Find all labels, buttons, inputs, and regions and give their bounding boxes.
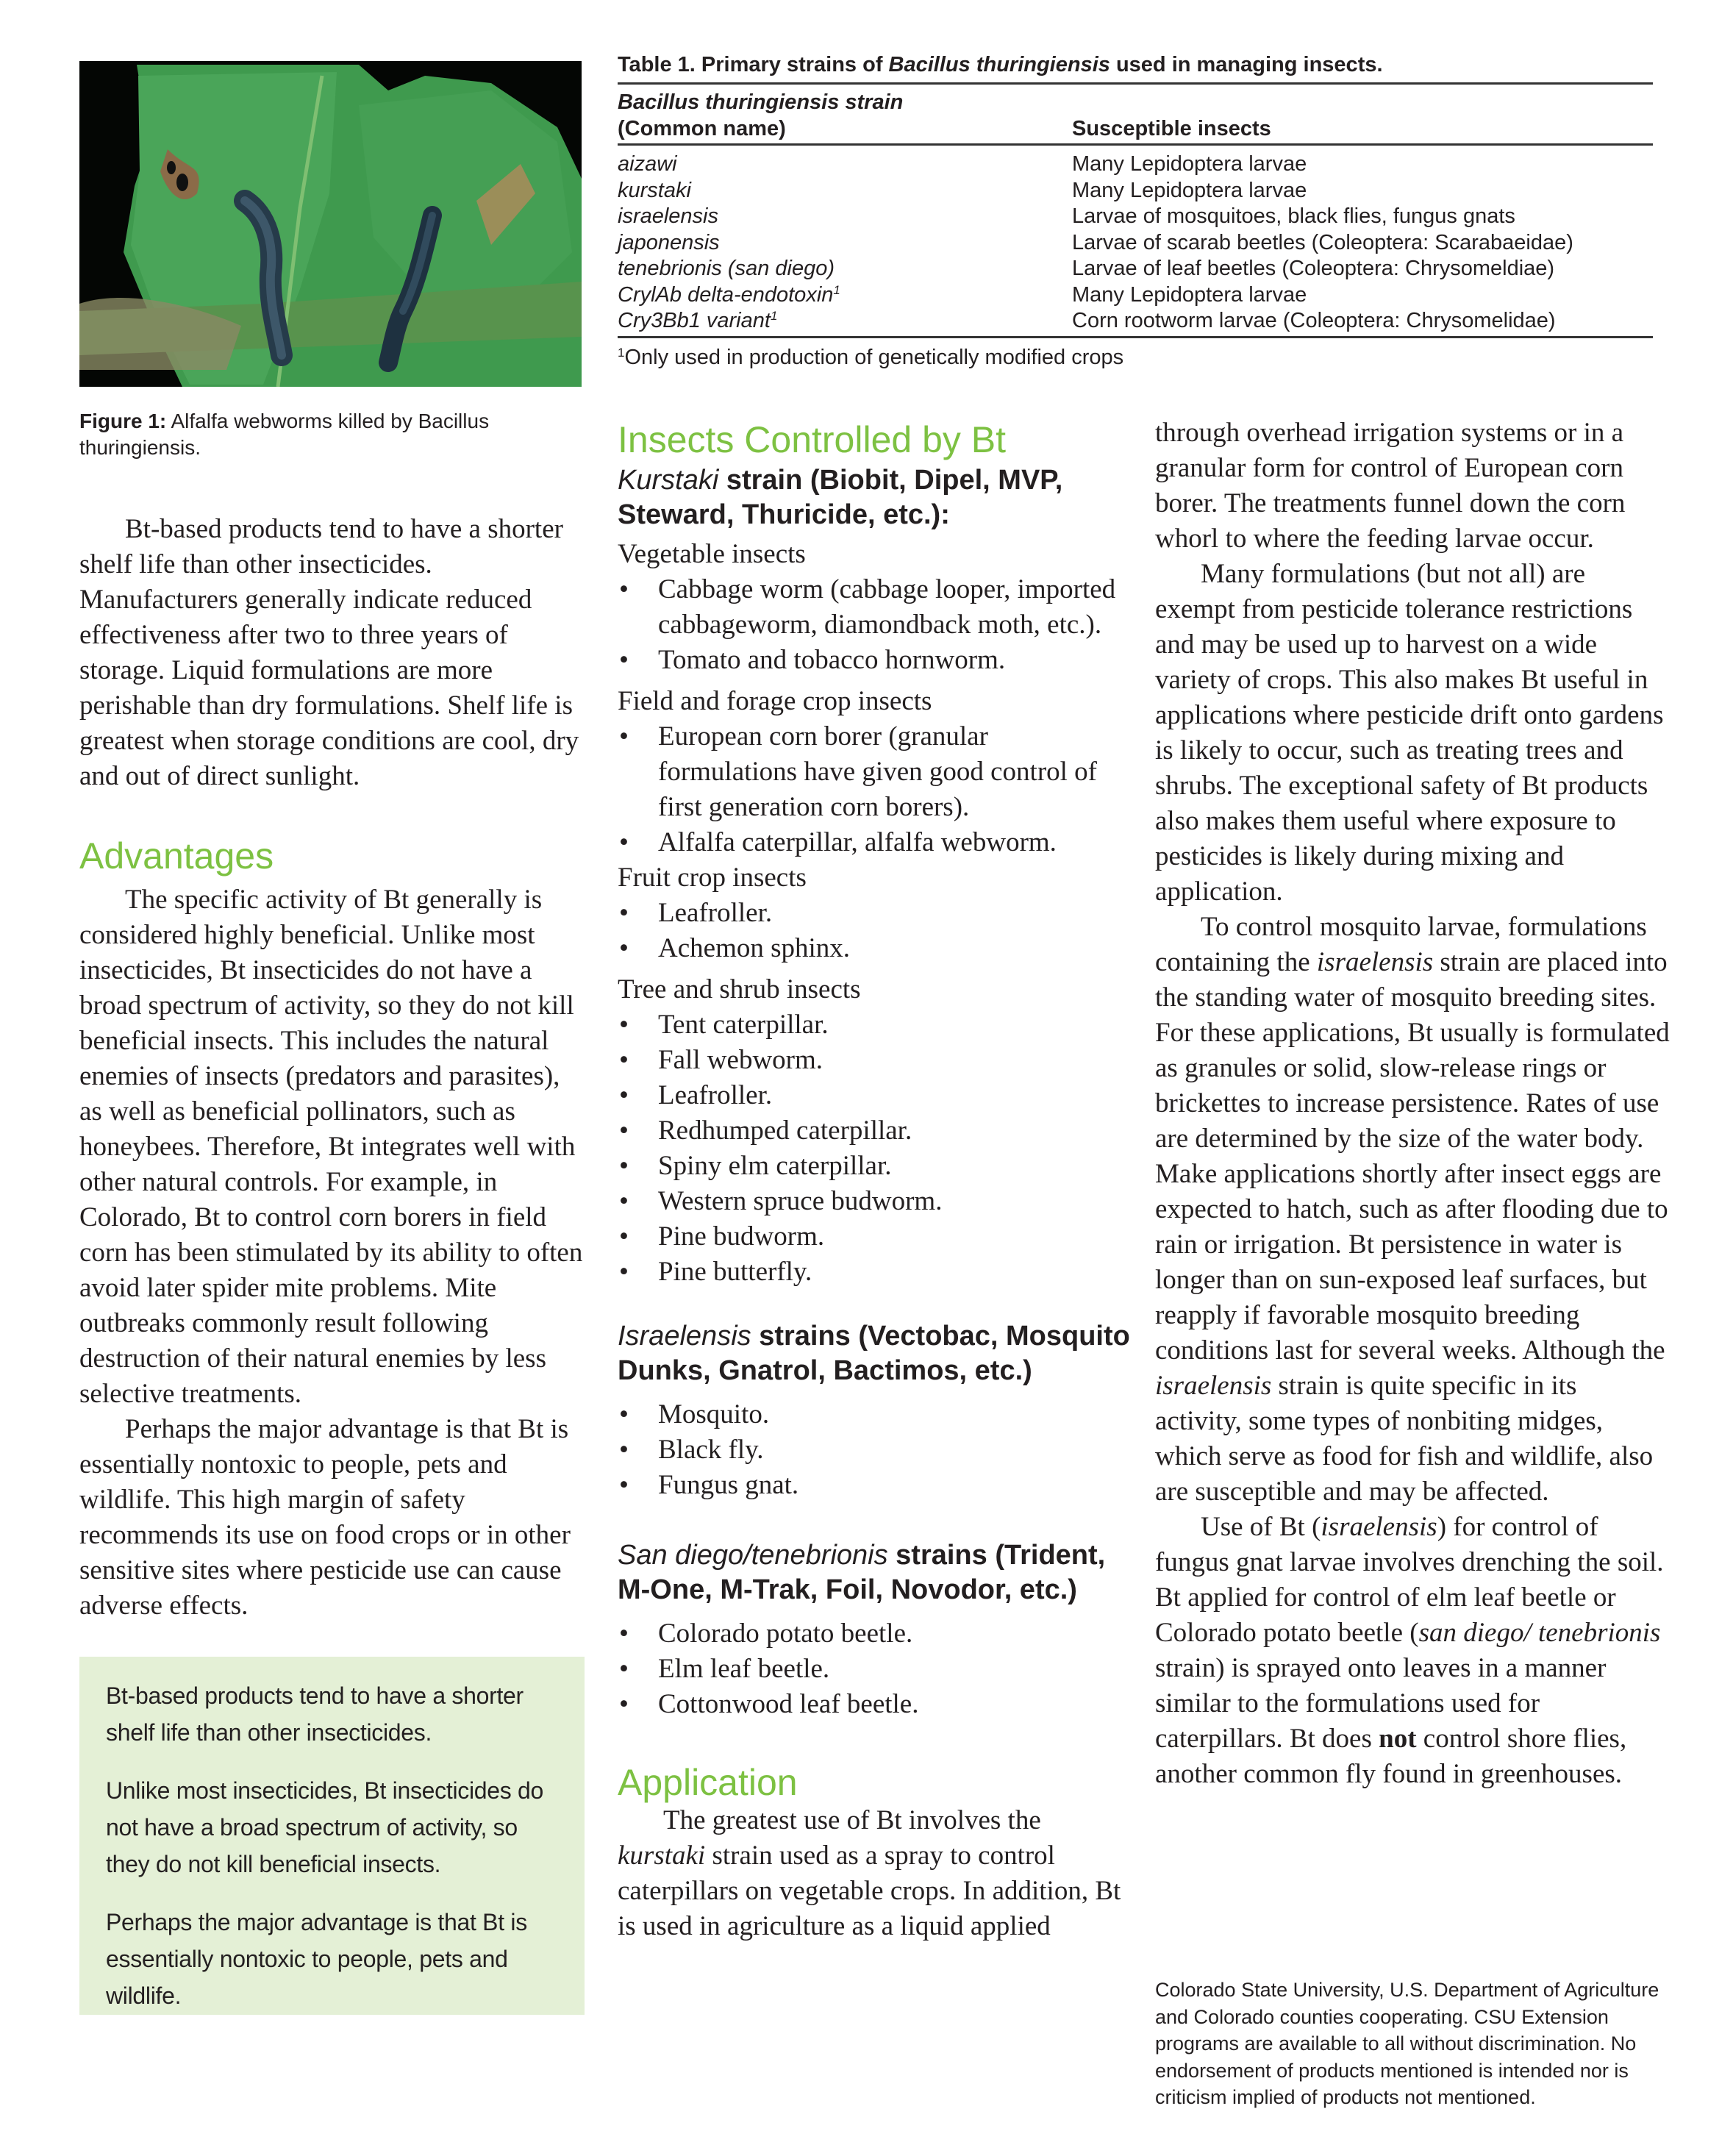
table-row — [618, 178, 1653, 204]
kurstaki-strain-products: strain (Biobit, Dipel, MVP, Steward, Thuricide, etc.): — [618, 465, 1063, 530]
table-footnote — [618, 338, 1653, 371]
advantages-paragraph-1: The specific activity of Bt generally is considered highly beneficial. Unlike most insecticides, Bt insecticides do not have a broad spectrum of activity, so they do not kill beneficial insects. This includes the natural enemies of insects (predators and parasites), as well as beneficial pollinators, such as honeybees. Therefore, Bt integrates well with other natural controls. For example, in Colorado, Bt to control corn borers in field corn has been stimulated by its ability to often avoid later spider mite problems. Mite outbreaks commonly result following destruction of their natural enemies by less selective treatments. — [79, 885, 583, 1409]
israelensis-strain-products: strains (Vectobac, Mosquito Dunks, Gnatrol, Bactimos, etc.) — [618, 1321, 1130, 1386]
insect-list-item — [618, 1652, 1132, 1687]
figure-caption-text: Alfalfa webworms killed by Bacillus thuringiensis. — [79, 410, 490, 459]
advantages-heading: Advantages — [79, 835, 274, 877]
extension-disclaimer: Colorado State University, U.S. Department of Agriculture and Colorado counties cooperating. CSU Extension programs are available to all without discrimination. No endorsement of products mentioned is intended nor is criticism implied of products not mentioned. — [1155, 1979, 1659, 2108]
figure-caption — [79, 408, 587, 461]
bullet-icon: • — [619, 721, 629, 752]
insect-name: Mosquito. — [658, 1399, 770, 1429]
right-column — [1155, 415, 1670, 1792]
bullet-icon: • — [619, 1221, 629, 1252]
strain-cell — [618, 151, 1072, 178]
bullet-icon: • — [619, 1116, 629, 1146]
insect-name: Alfalfa caterpillar, alfalfa webworm. — [658, 827, 1057, 857]
mosquito-text-c: strain is quite specific in its activity, some types of nonbiting midges, which serve as food for fish and wildlife, also are susceptible and may be affected. — [1155, 1371, 1654, 1507]
figure-photo — [79, 61, 582, 387]
insect-group-label: Vegetable insects — [618, 539, 806, 569]
insect-list-item — [618, 931, 1132, 966]
application-text-italic: kurstaki — [618, 1841, 706, 1871]
strain-cell — [618, 230, 1072, 257]
insect-list-item — [618, 1078, 1132, 1113]
bullet-icon: • — [619, 1010, 629, 1040]
bullet-icon: • — [619, 574, 629, 604]
bullet-icon: • — [619, 1618, 629, 1649]
susceptible-insects-cell: Many Lepidoptera larvae — [1072, 152, 1307, 176]
callout-item: Perhaps the major advantage is that Bt is essentially nontoxic to people, pets and wildlife. — [106, 1909, 527, 2009]
webworm-photo-illustration — [79, 61, 582, 387]
susceptible-insects-cell: Many Lepidoptera larvae — [1072, 178, 1307, 202]
insect-group-list — [618, 572, 1132, 678]
susceptible-insects-cell: Larvae of leaf beetles (Coleoptera: Chrysomeldiae) — [1072, 257, 1555, 280]
insect-name: Tomato and tobacco hornworm. — [658, 645, 1006, 675]
insect-name: Elm leaf beetle. — [658, 1654, 830, 1684]
bullet-icon: • — [619, 1257, 629, 1287]
israelensis-insect-list — [618, 1397, 1132, 1503]
insect-group-list — [618, 1007, 1132, 1290]
strain-name: japonensis — [618, 230, 720, 254]
key-points-callout — [79, 1657, 585, 2015]
bullet-icon: • — [619, 1080, 629, 1110]
bullet-icon: • — [619, 1151, 629, 1181]
insect-list-item — [618, 1468, 1132, 1503]
shelf-life-paragraph: Bt-based products tend to have a shorter shelf life than other insecticides. Manufacturers generally indicate reduced effectiveness after two to three years of storage. Liquid formulations are more perishable than dry formulations. Shelf life is greatest when storage conditions are cool, dry and out of direct sunlight. — [79, 514, 579, 791]
table-header-strain-line2: (Common name) — [618, 117, 786, 140]
insect-list-item — [618, 1397, 1132, 1432]
application-continued-paragraph: through overhead irrigation systems or in a granular form for control of European corn borer. The treatments funnel down the corn whorl to where the feeding larvae occur. — [1155, 418, 1626, 554]
insect-name: Spiny elm caterpillar. — [658, 1151, 892, 1181]
table-footnote-text: Only used in production of genetically modified crops — [624, 345, 1124, 369]
insects-controlled-heading: Insects Controlled by Bt — [618, 419, 1007, 460]
table-row — [618, 256, 1653, 282]
left-column — [79, 512, 587, 1624]
insect-name: Achemon sphinx. — [658, 933, 851, 963]
insect-list-item — [618, 825, 1132, 860]
footnote-marker: 1 — [833, 282, 840, 297]
bullet-icon: • — [619, 933, 629, 963]
insect-list-item — [618, 1687, 1132, 1722]
bullet-icon: • — [619, 1470, 629, 1500]
table-title — [618, 51, 1653, 85]
table-row — [618, 308, 1653, 335]
insect-name: Leafroller. — [658, 898, 773, 928]
insect-name: Fall webworm. — [658, 1045, 823, 1075]
insect-name: European corn borer (granular formulations have given good control of first generation corn borers). — [658, 721, 1098, 822]
gnat-text-d: control shore flies, another common fly found in greenhouses. — [1155, 1724, 1627, 1789]
table-title-suffix: used in managing insects. — [1110, 53, 1383, 76]
insect-group-label: Tree and shrub insects — [618, 974, 861, 1004]
insect-list-item — [618, 1616, 1132, 1652]
insect-name: Cabbage worm (cabbage looper, imported cabbageworm, diamondback moth, etc.). — [658, 574, 1116, 640]
table-header-insects-label: Susceptible insects — [1072, 117, 1271, 140]
sandiego-insect-list — [618, 1616, 1132, 1722]
callout-item: Unlike most insecticides, Bt insecticides do not have a broad spectrum of activity, so they do not kill beneficial insects. — [106, 1777, 544, 1877]
gnat-text-c: strain) is sprayed onto leaves in a manner similar to the formulations used for caterpillars. Bt does — [1155, 1653, 1607, 1754]
strain-cell — [618, 282, 1072, 309]
middle-column — [618, 419, 1132, 1944]
footnote-marker: 1 — [770, 309, 778, 323]
insect-name: Black fly. — [658, 1435, 764, 1465]
insect-group-label: Field and forage crop insects — [618, 686, 932, 716]
insect-list-item — [618, 1043, 1132, 1078]
kurstaki-insect-groups — [618, 537, 1132, 1290]
callout-item: Bt-based products tend to have a shorter shelf life than other insecticides. — [106, 1682, 524, 1746]
susceptible-insects-cell: Many Lepidoptera larvae — [1072, 282, 1307, 307]
gnat-text-italic-1: israelensis — [1321, 1512, 1437, 1542]
table-row — [618, 151, 1653, 178]
insect-list-item — [618, 1254, 1132, 1290]
susceptible-insects-cell: Corn rootworm larvae (Coleoptera: Chrysomelidae) — [1072, 309, 1556, 332]
bullet-icon: • — [619, 1689, 629, 1719]
insect-name: Colorado potato beetle. — [658, 1618, 913, 1649]
bullet-icon: • — [619, 827, 629, 857]
insect-name: Tent caterpillar. — [658, 1010, 829, 1040]
strain-name: israelensis — [618, 204, 718, 228]
mosquito-control-paragraph — [1155, 910, 1670, 1510]
insect-name: Pine butterfly. — [658, 1257, 812, 1287]
insect-name: Pine budworm. — [658, 1221, 825, 1252]
susceptible-insects-cell: Larvae of mosquitoes, black flies, fungus gnats — [1072, 204, 1515, 228]
insect-group-list — [618, 719, 1132, 860]
insect-group-list — [618, 896, 1132, 966]
insect-list-item — [618, 1113, 1132, 1149]
bullet-icon: • — [619, 1654, 629, 1684]
table-row — [618, 230, 1653, 257]
bullet-icon: • — [619, 1045, 629, 1075]
gnat-text-bold: not — [1379, 1724, 1417, 1754]
insect-name: Cottonwood leaf beetle. — [658, 1689, 919, 1719]
insect-list-item — [618, 1184, 1132, 1219]
strain-name: CrylAb delta-endotoxin — [618, 282, 834, 307]
table-footnote-mark: 1 — [618, 345, 625, 360]
sandiego-strain-name: San diego/tenebrionis — [618, 1540, 888, 1571]
insect-name: Fungus gnat. — [658, 1470, 799, 1500]
table-row — [618, 282, 1653, 309]
insect-list-item — [618, 1432, 1132, 1468]
application-text-start: The greatest use of Bt involves the — [663, 1805, 1041, 1835]
kurstaki-strain-heading — [618, 463, 1132, 532]
insect-name: Leafroller. — [658, 1080, 773, 1110]
strain-name: kurstaki — [618, 178, 691, 202]
susceptible-insects-cell: Larvae of scarab beetles (Coleoptera: Scarabaeidae) — [1072, 230, 1573, 254]
table-header — [618, 85, 1653, 146]
table-row — [618, 204, 1653, 230]
israelensis-strain-name: Israelensis — [618, 1321, 751, 1352]
insect-list-item — [618, 1219, 1132, 1254]
gnat-text-b: ) for control of fungus gnat larvae involves drenching the soil. Bt applied for control of elm leaf beetle or Colorado potato beetle ( — [1155, 1512, 1664, 1648]
sandiego-strain-heading — [618, 1538, 1132, 1607]
tolerance-exemption-paragraph: Many formulations (but not all) are exempt from pesticide tolerance restrictions and may be used up to harvest on a wide variety of crops. This also makes Bt useful in applications where pesticide drift onto gardens is likely to occur, such as treating trees and shrubs. The exceptional safety of Bt products also makes them useful where exposure to pesticides is likely during mixing and application. — [1155, 559, 1664, 907]
kurstaki-strain-name: Kurstaki — [618, 465, 719, 496]
mosquito-text-a: To control mosquito larvae, formulations containing the — [1155, 912, 1647, 977]
application-heading: Application — [618, 1762, 798, 1803]
insect-list-item — [618, 896, 1132, 931]
table-header-strain — [618, 89, 1072, 142]
strain-cell — [618, 256, 1072, 282]
gnat-text-italic-2: san diego/ tenebrionis — [1418, 1618, 1661, 1648]
strain-cell — [618, 308, 1072, 335]
mosquito-text-italic-2: israelensis — [1155, 1371, 1272, 1401]
application-text-end: strain used as a spray to control caterpillars on vegetable crops. In addition, Bt is used in agriculture as a liquid applied — [618, 1841, 1121, 1941]
bullet-icon: • — [619, 1399, 629, 1429]
table-header-strain-line1: Bacillus thuringiensis strain — [618, 90, 904, 114]
sandiego-strain-products: strains (Trident, M-One, M-Trak, Foil, Novodor, etc.) — [618, 1540, 1106, 1605]
insect-name: Redhumped caterpillar. — [658, 1116, 912, 1146]
insect-name: Western spruce budworm. — [658, 1186, 943, 1216]
table-header-insects — [1072, 89, 1653, 142]
bullet-icon: • — [619, 1186, 629, 1216]
table-title-prefix: Table 1. Primary strains of — [618, 53, 889, 76]
strain-name: aizawi — [618, 152, 677, 176]
insect-list-item — [618, 719, 1132, 825]
insect-list-item — [618, 1149, 1132, 1184]
mosquito-text-b: strain are placed into the standing water of mosquito breeding sites. For these applications, Bt usually is formulated as granules or solid, slow-release rings or brickettes to increase persistence. Rates of use are determined by the size of the water body. Make applications shortly after insect eggs are expected to hatch, such as after flooding due to rain or irrigation. Bt persistence in water is longer than on sun-exposed leaf surfaces, but reapply if favorable mosquito breeding conditions last for several weeks. Although the — [1155, 947, 1670, 1366]
israelensis-strain-heading — [618, 1319, 1132, 1388]
strain-cell — [618, 178, 1072, 204]
table-body — [618, 146, 1653, 338]
advantages-paragraph-2: Perhaps the major advantage is that Bt is essentially nontoxic to people, pets and wildlife. This high margin of safety recommends its use on food crops or in other sensitive sites where pesticide use can cause adverse effects. — [79, 1414, 571, 1621]
insect-group-label: Fruit crop insects — [618, 863, 807, 893]
strain-cell — [618, 204, 1072, 230]
strain-name: Cry3Bb1 variant — [618, 309, 771, 332]
strain-name: tenebrionis (san diego) — [618, 257, 835, 280]
mosquito-text-italic-1: israelensis — [1316, 947, 1434, 977]
strains-table — [618, 51, 1653, 371]
insect-list-item — [618, 1007, 1132, 1043]
table-title-italic: Bacillus thuringiensis — [888, 53, 1110, 76]
application-paragraph — [618, 1803, 1132, 1944]
insect-list-item — [618, 643, 1132, 678]
bullet-icon: • — [619, 898, 629, 928]
figure-caption-label: Figure 1: — [79, 410, 167, 432]
bullet-icon: • — [619, 645, 629, 675]
gnat-text-a: Use of Bt ( — [1201, 1512, 1321, 1542]
fungus-gnat-paragraph — [1155, 1510, 1670, 1792]
insect-list-item — [618, 572, 1132, 643]
bullet-icon: • — [619, 1435, 629, 1465]
